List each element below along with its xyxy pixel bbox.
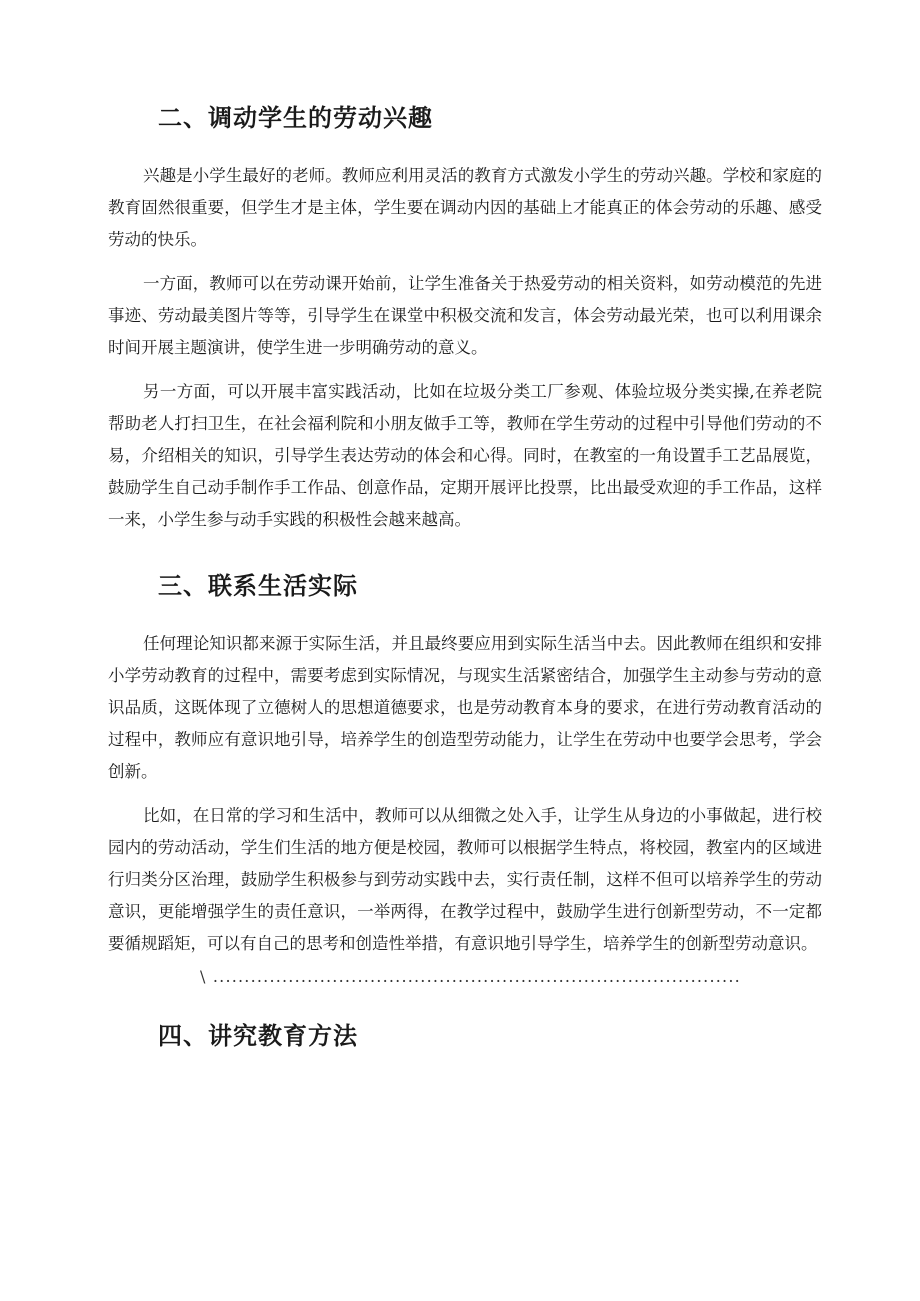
- paragraph: 任何理论知识都来源于实际生活，并且最终要应用到实际生活当中去。因此教师在组织和安排小学劳动教育的过程中，需要考虑到实际情况，与现实生活紧密结合，加强学生主动参与劳动的意识品质，这既体现了立德树人的思想道德要求，也是劳动教育本身的要求，在进行劳动教育活动的过程中，教师应有意识地引导，培养学生的创造型劳动能力，让学生在劳动中也要学会思考，学会创新。: [108, 634, 822, 781]
- paragraph: 兴趣是小学生最好的老师。教师应利用灵活的教育方式激发小学生的劳动兴趣。学校和家庭的教育固然很重要，但学生才是主体，学生要在调动内因的基础上才能真正的体会劳动的乐趣、感受劳动的快乐。: [108, 166, 822, 249]
- paragraph: 另一方面，可以开展丰富实践活动，比如在垃圾分类工厂参观、体验垃圾分类实操,在养老院帮助老人打扫卫生，在社会福利院和小朋友做手工等，教师在学生劳动的过程中引导他们劳动的不易，介绍相关的知识，引导学生表达劳动的体会和心得。同时，在教室的一角设置手工艺品展览，鼓励学生自己动手制作手工作品、创意作品，定期开展评比投票，比出最受欢迎的手工作品，这样一来，小学生参与动手实践的积极性会越来越高。: [108, 382, 822, 529]
- paragraph: 一方面，教师可以在劳动课开始前，让学生准备关于热爱劳动的相关资料，如劳动模范的先进事迹、劳动最美图片等等，引导学生在课堂中积极交流和发言，体会劳动最光荣，也可以利用课余时间开展主题演讲，使学生进一步明确劳动的意义。: [108, 274, 822, 357]
- dotted-separator: \ ....................................................................................: [200, 967, 741, 986]
- section-heading-3: 三、联系生活实际: [158, 572, 358, 600]
- document-page: [108, 98, 822, 1056]
- section-heading-2: 二、调动学生的劳动兴趣: [158, 104, 433, 132]
- section-heading-4: 四、讲究教育方法: [158, 1022, 358, 1050]
- paragraph: 比如，在日常的学习和生活中，教师可以从细微之处入手，让学生从身边的小事做起，进行校园内的劳动活动，学生们生活的地方便是校园，教师可以根据学生特点，将校园，教室内的区域进行归类分区治理，鼓励学生积极参与到劳动实践中去，实行责任制，这样不但可以培养学生的劳动意识，更能增强学生的责任意识，一举两得，在教学过程中，鼓励学生进行创新型劳动，不一定都要循规蹈矩，可以有自己的思考和创造性举措，有意识地引导学生，培养学生的创新型劳动意识。: [108, 806, 822, 953]
